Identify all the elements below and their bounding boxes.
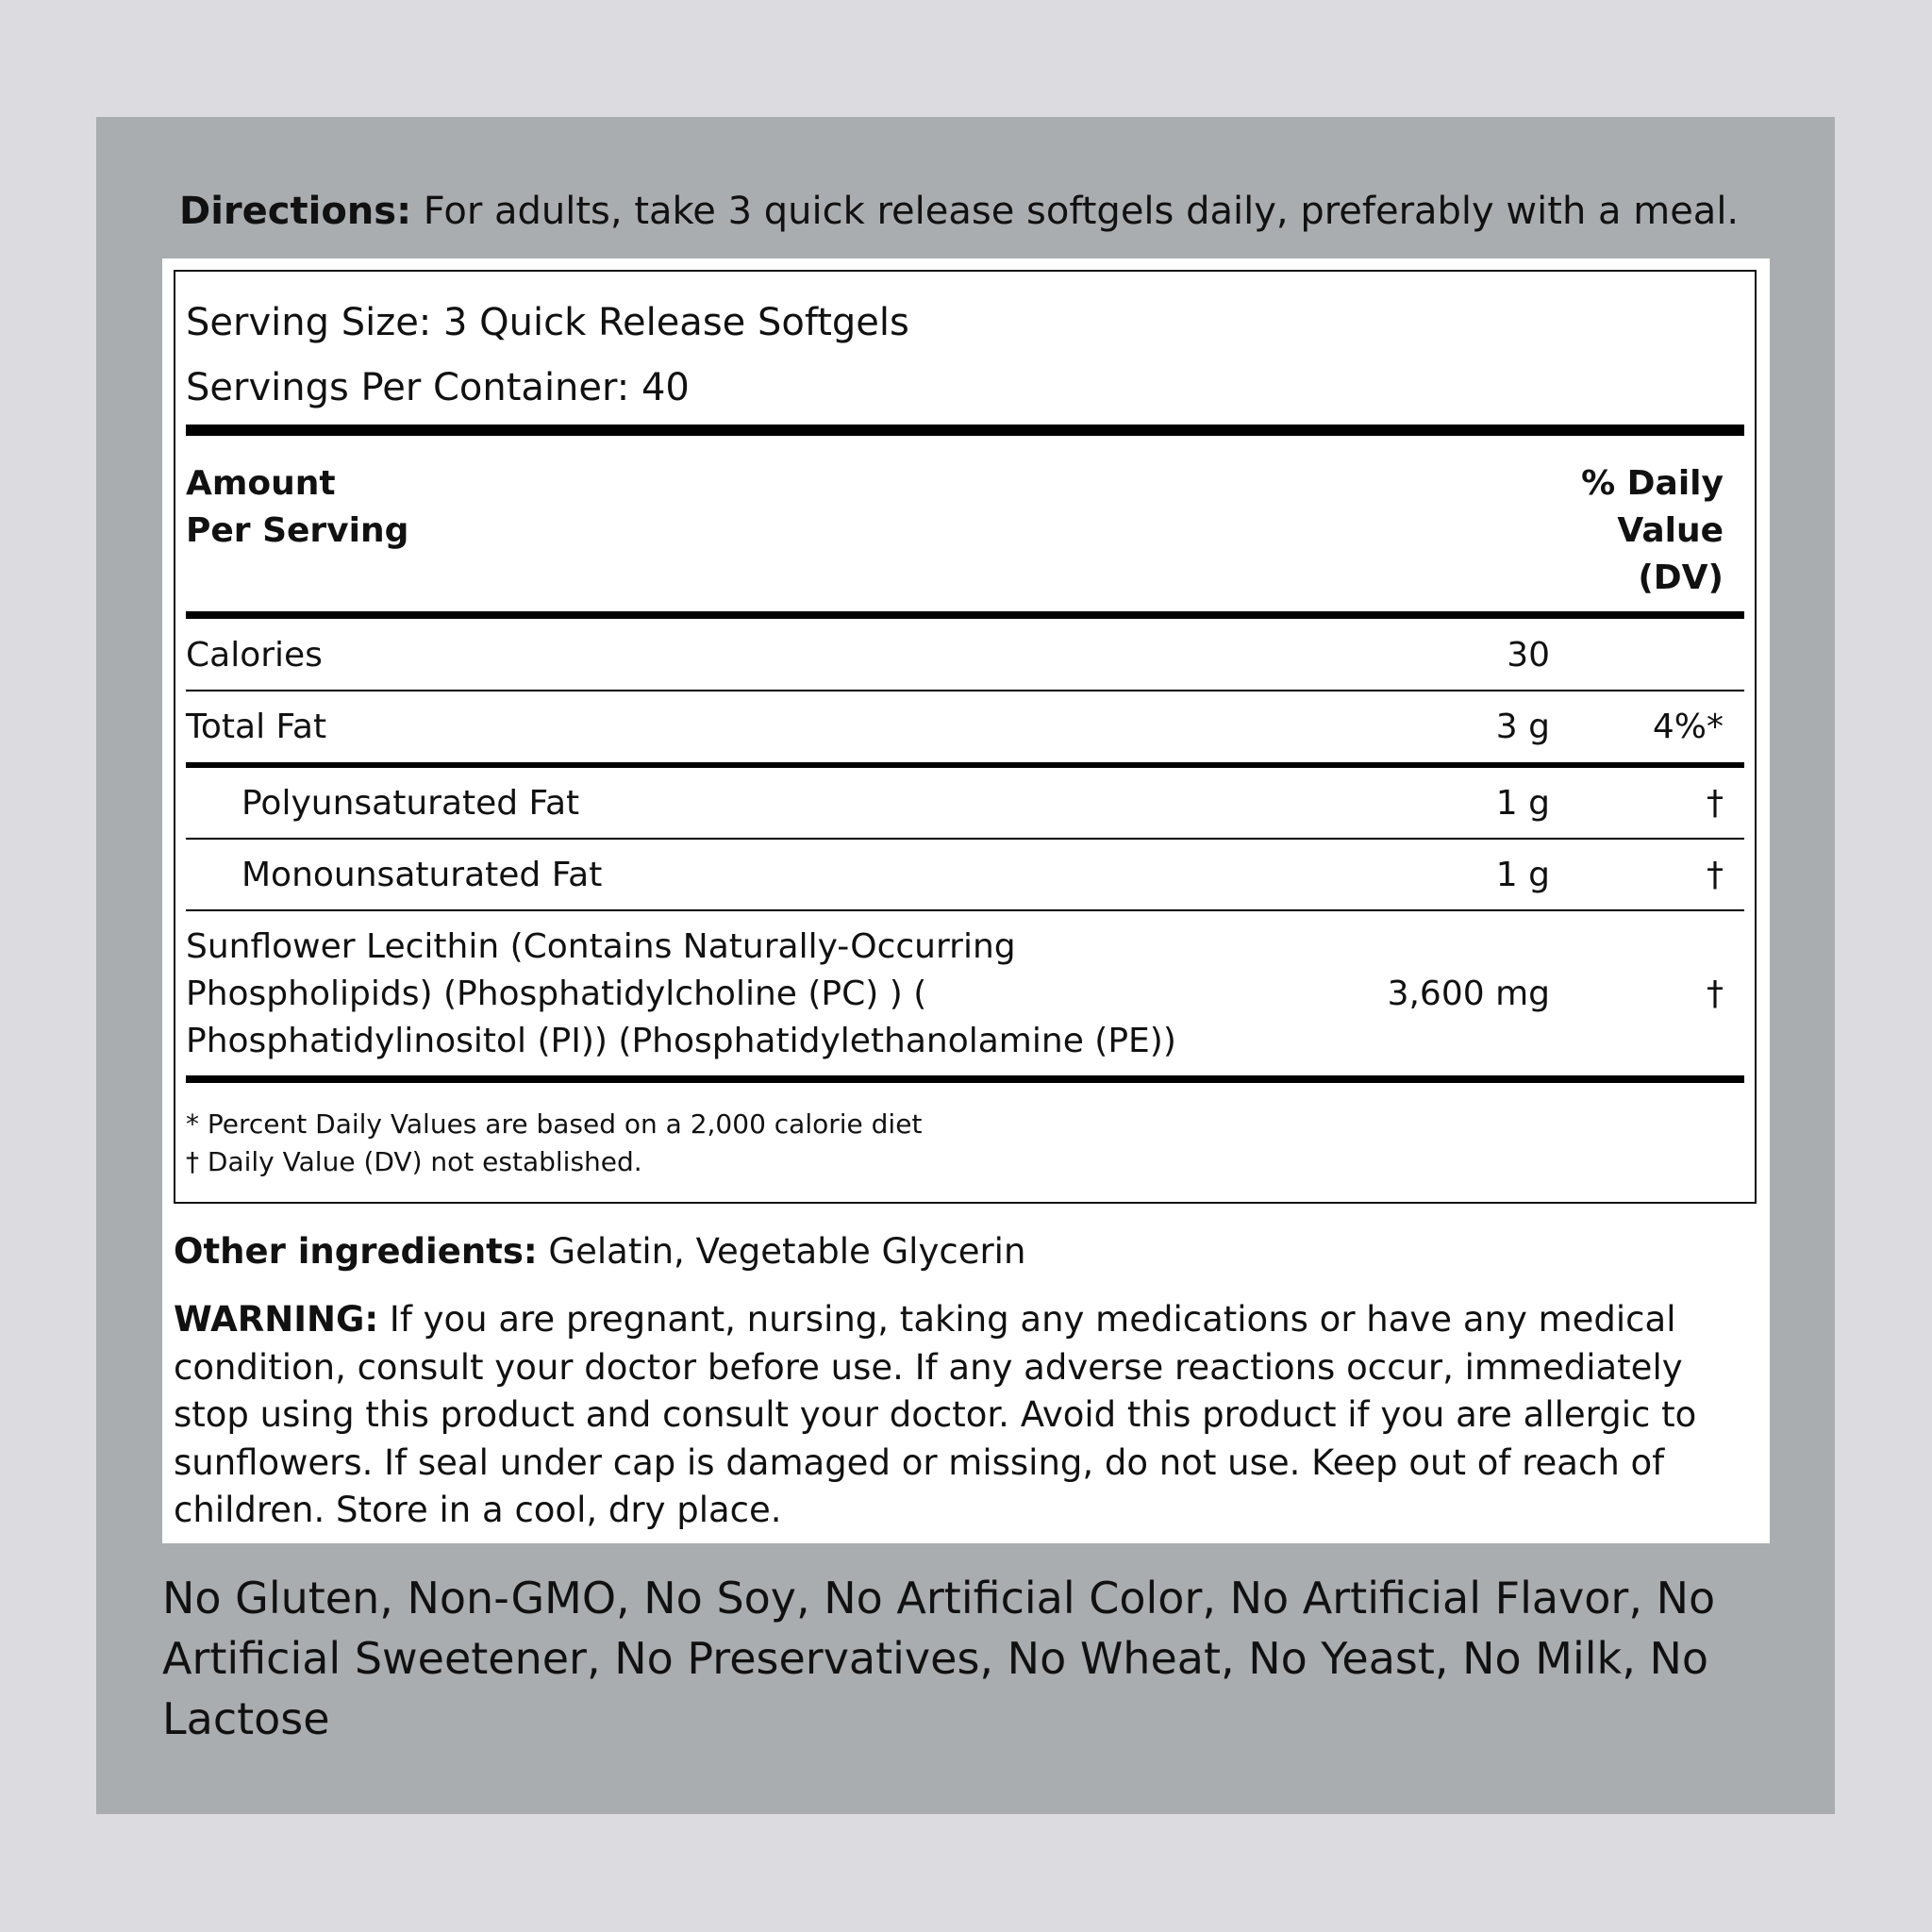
medium-divider [186,762,1744,768]
directions-text [179,185,1802,238]
other-ingredients-label: Other ingredients: [174,1231,538,1272]
amount-per-serving-header [186,460,408,555]
sunflower-lecithin-line1: Sunflower Lecithin (Contains Naturally-Occurring [186,927,1016,966]
nutrient-dv-sunflower-lecithin: † [1707,974,1724,1013]
serving-size: Serving Size: 3 Quick Release Softgels [186,301,909,344]
nutrient-amount-total-fat: 3 g [1495,708,1550,746]
bottom-divider [186,1075,1744,1083]
dv-header-line1: % Daily [1581,464,1724,503]
nutrient-amount-calories: 30 [1507,636,1550,675]
nutrient-dv-monounsaturated-fat: † [1707,856,1724,894]
nutrient-name-calories: Calories [186,636,323,675]
row-divider [186,909,1744,911]
warning-text [174,1296,1758,1535]
row-divider [186,690,1744,691]
free-from-claims: No Gluten, Non-GMO, No Soy, No Artificial Color, No Artificial Flavor, No Artificial Sweetener, No Preservatives, No Wheat, No Yeast, No Milk, No Lactose [162,1573,1716,1744]
sunflower-lecithin-line3: Phosphatidylinositol (PI)) (Phosphatidylethanolamine (PE)) [186,1022,1176,1060]
nutrient-dv-polyunsaturated-fat: † [1707,784,1724,823]
directions-label: Directions: [179,190,412,233]
directions-body: For adults, take 3 quick release softgels daily, preferably with a meal. [411,190,1740,233]
footnote-dv-not-established: † Daily Value (DV) not established. [186,1146,642,1177]
nutrient-name-sunflower-lecithin [186,924,1176,1065]
thick-divider [186,425,1744,436]
amount-header-line1: Amount [186,464,336,503]
nutrient-amount-sunflower-lecithin: 3,600 mg [1387,974,1550,1013]
header-divider [186,611,1744,619]
sunflower-lecithin-line2: Phospholipids) (Phosphatidylcholine (PC) ) ( [186,974,927,1013]
footnote-percent-dv: * Percent Daily Values are based on a 2,000 calorie diet [186,1108,923,1140]
servings-per-container: Servings Per Container: 40 [186,366,690,409]
daily-value-header [1581,460,1724,602]
amount-header-line2: Per Serving [186,511,409,550]
nutrient-amount-monounsaturated-fat: 1 g [1495,856,1550,894]
nutrient-dv-total-fat: 4%* [1652,708,1724,746]
warning-body: If you are pregnant, nursing, taking any medications or have any medical condition, consult your doctor before use. If any adverse reactions occur, immediately stop using this product and consult your doctor. Avoid this product if you are allergic to sunflowers. If seal under cap is damaged or missing, do not use. Keep out of reach of children. Store in a cool, dry place. [174,1299,1697,1530]
nutrient-name-monounsaturated-fat: Monounsaturated Fat [242,856,603,894]
dv-header-line3: (DV) [1638,558,1724,597]
row-divider [186,838,1744,840]
other-ingredients-text: Gelatin, Vegetable Glycerin [537,1231,1026,1272]
other-ingredients [174,1226,1025,1277]
nutrient-amount-polyunsaturated-fat: 1 g [1495,784,1550,823]
warning-label: WARNING: [174,1299,379,1340]
nutrient-name-total-fat: Total Fat [186,708,327,746]
dv-header-line2: Value [1617,511,1724,550]
nutrient-name-polyunsaturated-fat: Polyunsaturated Fat [242,784,580,823]
